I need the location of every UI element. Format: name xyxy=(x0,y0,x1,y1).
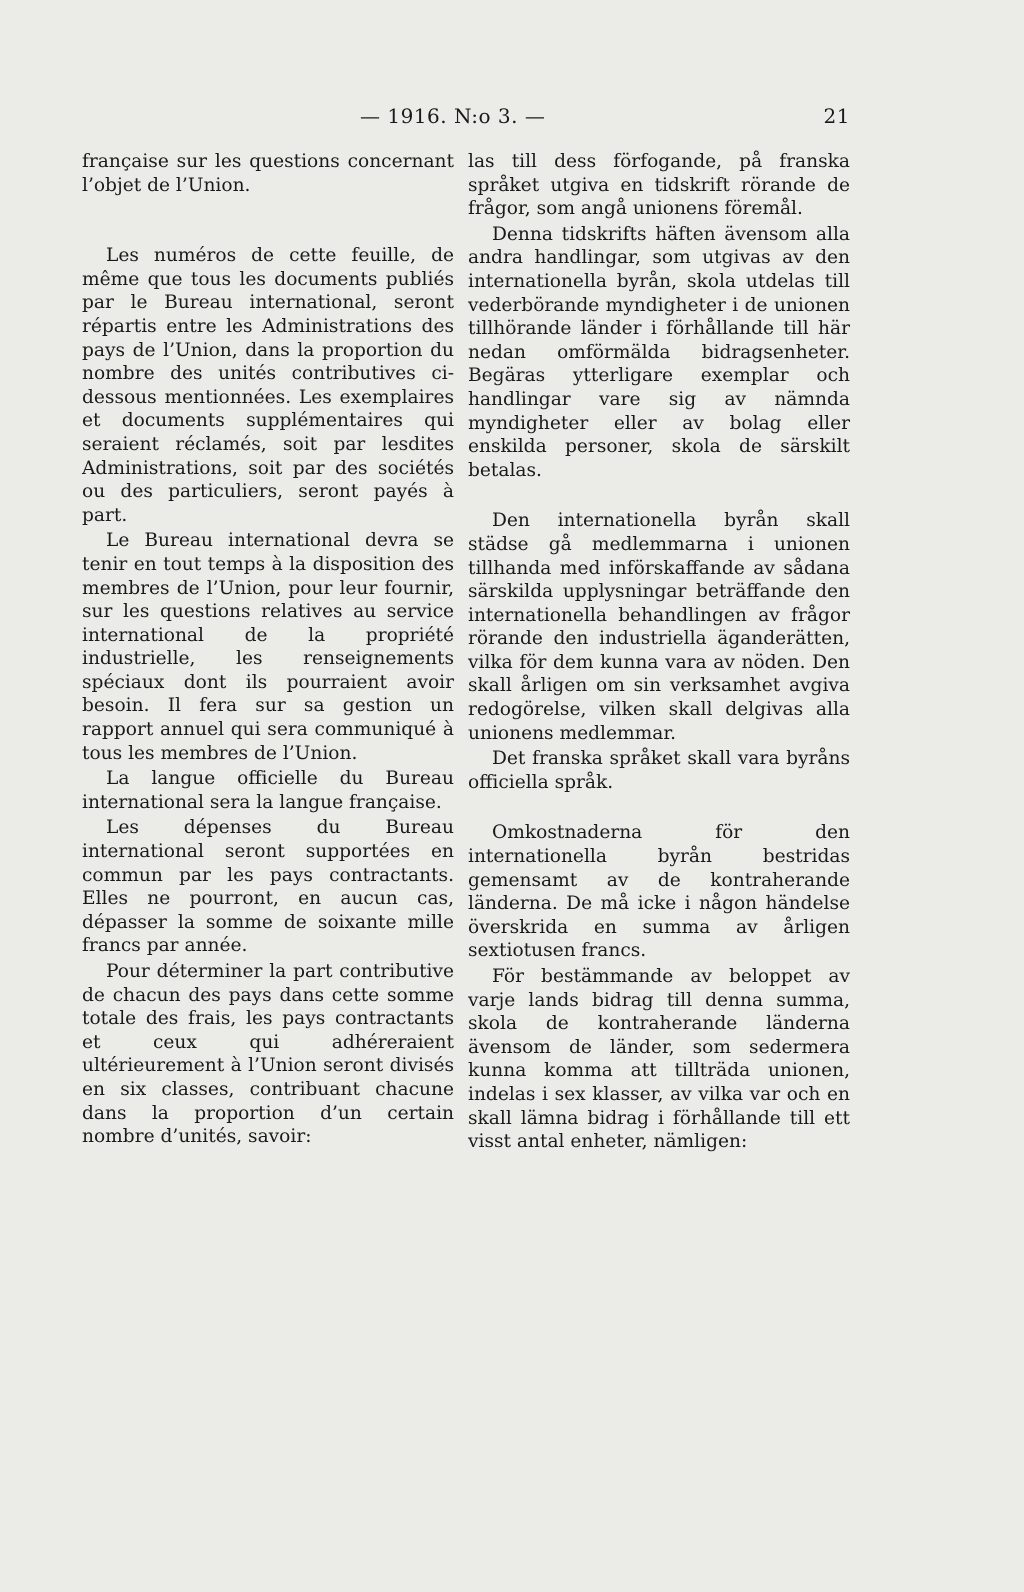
header-issue: — 1916. N:o 3. — xyxy=(360,104,546,128)
swedish-paragraph-2: Denna tidskrifts häften ävensom alla andra handlingar, som utgivas av den internationella byrån, skola utdelas till vederbörande myndigheter i de unionen tillhörande länder i förhållande till här nedan omförmälda bidragsenheter. Begäras ytterligare exemplar och handlingar vare sig av nämnda myndigheter eller av bolag eller enskilda personer, skola de särskilt betalas. xyxy=(468,223,850,481)
swedish-paragraph-6: För bestämmande av beloppet av varje lands bidrag till denna summa, skola de kontraherande länderna ävensom de länder, som sedermera kunna komma att tillträda unionen, indelas i sex klasser, av vilka var och en skall lämna bidrag i förhållande till ett visst antal enheter, nämligen: xyxy=(468,966,850,1153)
french-paragraph-4: La langue officielle du Bureau international sera la langue française. xyxy=(82,768,454,813)
running-header xyxy=(360,104,850,130)
french-paragraph-2: Les numéros de cette feuille, de même que tous les documents publiés par le Bureau international, seront répartis entre les Administrations des pays de l’Union, dans la proportion du nombre des unités contributives ci-dessous mentionnées. Les exemplaires et documents supplémentaires qui seraient réclamés, soit par lesdites Administrations, soit par des sociétés ou des particuliers, seront payés à part. xyxy=(82,245,454,526)
french-column xyxy=(82,150,454,1149)
swedish-paragraph-4: Det franska språket skall vara byråns officiella språk. xyxy=(468,748,850,793)
swedish-paragraph-5: Omkostnaderna för den internationella byrån bestridas gemensamt av de kontraherande länderna. De må icke i någon händelse överskrida en summa av årligen sextiotusen francs. xyxy=(468,822,850,962)
french-paragraph-3: Le Bureau international devra se tenir en tout temps à la disposition des membres de l’Union, pour leur fournir, sur les questions relatives au service international de la propriété industrielle, les renseignements spéciaux dont ils pourraient avoir besoin. Il fera sur sa gestion un rapport annuel qui sera communiqué à tous les membres de l’Union. xyxy=(82,530,454,764)
swedish-column xyxy=(468,150,850,1154)
french-paragraph-5: Les dépenses du Bureau international seront supportées en commun par les pays contractants. Elles ne pourront, en aucun cas, dépasser la somme de soixante mille francs par année. xyxy=(82,817,454,957)
swedish-paragraph-1: las till dess förfogande, på franska språket utgiva en tidskrift rörande de frågor, som angå unionens föremål. xyxy=(468,151,850,220)
french-paragraph-6: Pour déterminer la part contributive de chacun des pays dans cette somme totale des frais, les pays contractants et ceux qui adhéreraient ultérieurement à l’Union seront divisés en six classes, contribuant chacune dans la proportion d’un certain nombre d’unités, savoir: xyxy=(82,961,454,1148)
french-paragraph-1: française sur les questions concernant l’objet de l’Union. xyxy=(82,151,454,196)
page-number: 21 xyxy=(823,104,850,128)
swedish-paragraph-3: Den internationella byrån skall städse gå medlemmarna i unionen tillhanda med införskaffande av sådana särskilda upplysningar beträffande den internationella behandlingen av frågor rörande den industriella äganderätten, vilka för dem kunna vara av nöden. Den skall årligen om sin verksamhet avgiva redogörelse, vilken skall delgivas alla unionens medlemmar. xyxy=(468,510,850,744)
